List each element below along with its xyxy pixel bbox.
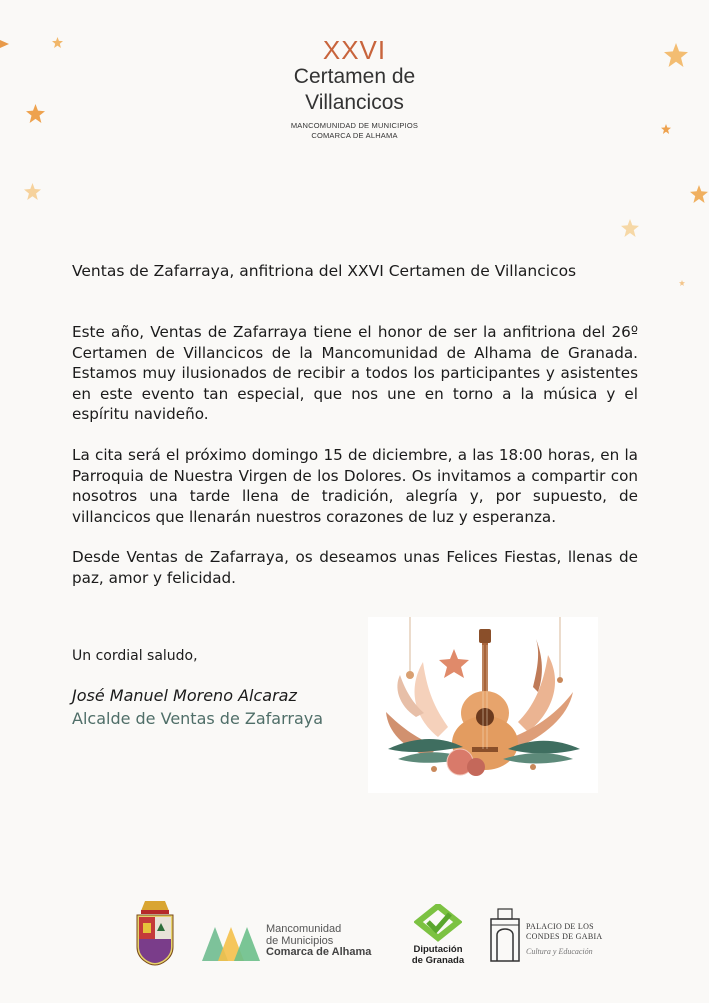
org-line2: COMARCA DE ALHAMA xyxy=(311,131,398,140)
diputacion-line2: de Granada xyxy=(411,955,465,966)
guitar-illustration xyxy=(368,617,598,793)
diputacion-text xyxy=(405,944,471,966)
star-icon xyxy=(621,219,639,237)
headline: Ventas de Zafarraya, anfitriona del XXVI Certamen de Villancicos xyxy=(72,262,577,280)
edition-numeral: XXVI xyxy=(322,35,387,65)
paragraph: La cita será el próximo domingo 15 de diciembre, a las 18:00 horas, en la Parroquia de Nuestra Virgen de los Dolores. Os invitamos a compartir con nosotros una tarde llena de tradición, alegría y, por supuesto, de villancicos que llenarán nuestros corazones de luz y esperanza. xyxy=(72,445,638,526)
palacio-logo xyxy=(489,905,521,963)
coat-of-arms-logo xyxy=(131,897,179,967)
mancomunidad-line2: de Municipios xyxy=(266,934,334,947)
diputacion-line1: Diputación xyxy=(413,944,463,955)
mancomunidad-logo xyxy=(200,921,262,963)
diputacion-logo xyxy=(414,904,462,942)
mancomunidad-line3: Comarca de Alhama xyxy=(266,946,372,958)
event-header xyxy=(0,36,709,141)
letter-body xyxy=(72,322,638,609)
star-icon xyxy=(679,280,685,286)
star-icon xyxy=(24,183,41,200)
palacio-line2: CONDES DE GABIA xyxy=(526,932,603,941)
event-title-line1: Certamen de xyxy=(293,65,416,88)
mancomunidad-line1: Mancomunidad xyxy=(266,923,342,935)
event-title-line2: Villancicos xyxy=(305,91,404,114)
signer-title: Alcalde de Ventas de Zafarraya xyxy=(72,709,324,728)
star-icon xyxy=(690,185,708,203)
palacio-text xyxy=(526,922,603,942)
paragraph: Este año, Ventas de Zafarraya tiene el honor de ser la anfitriona del 26º Certamen de Villancicos de la Mancomunidad de Alhama de Granada. Estamos muy ilusionados de recibir a todos los participantes y asistentes en este evento tan especial, que nos une en torno a la música y el espíritu navideño. xyxy=(72,323,638,424)
greeting: Un cordial saludo, xyxy=(72,648,198,664)
palacio-tagline: Cultura y Educación xyxy=(526,947,593,956)
palacio-line1: PALACIO DE LOS xyxy=(526,922,594,931)
signer-name: José Manuel Moreno Alcaraz xyxy=(72,686,297,705)
org-line1: MANCOMUNIDAD DE MUNICIPIOS xyxy=(290,121,419,130)
mancomunidad-text xyxy=(266,924,371,959)
paragraph: Desde Ventas de Zafarraya, os deseamos unas Felices Fiestas, llenas de paz, amor y felicidad. xyxy=(72,548,638,587)
